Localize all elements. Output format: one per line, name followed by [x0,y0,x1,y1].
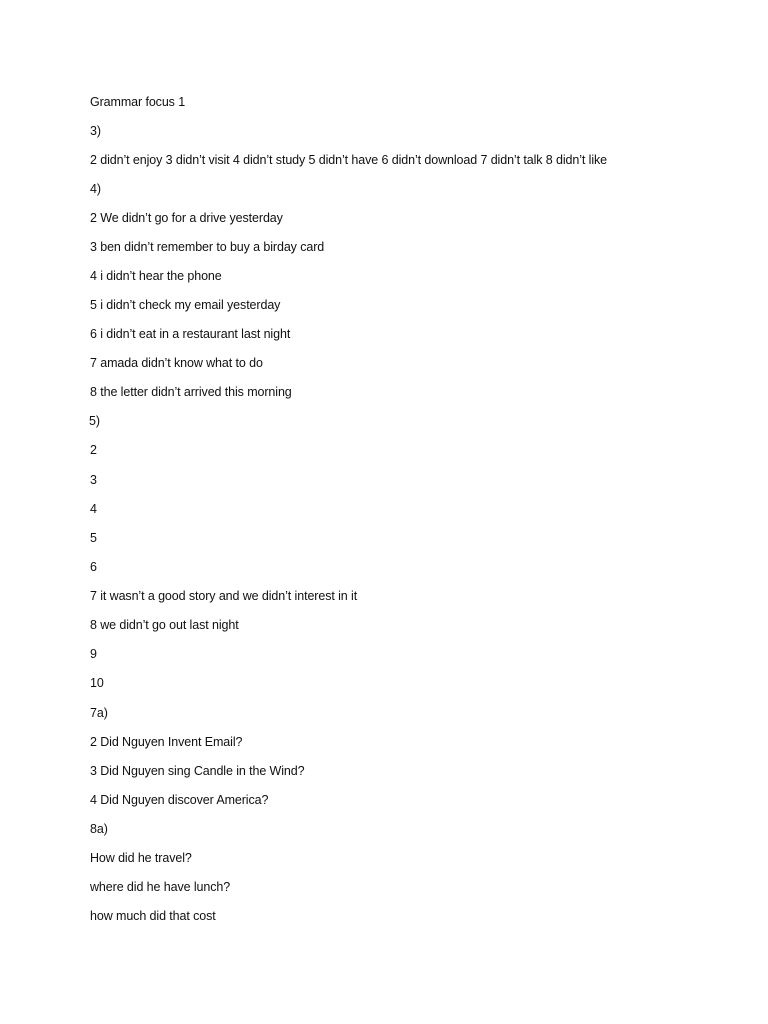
answer-line: 6 [90,560,97,574]
answer-line: 4 i didn’t hear the phone [90,269,222,283]
answer-line: 4 [90,502,97,516]
answer-line: 6 i didn’t eat in a restaurant last night [90,327,291,341]
answer-line: 2 [90,443,97,457]
section-label-7a: 7a) [90,706,108,720]
answer-line: 3 Did Nguyen sing Candle in the Wind? [90,764,305,778]
answer-line: How did he travel? [90,851,192,865]
answer-line: 4 Did Nguyen discover America? [90,793,269,807]
answer-line: 8 the letter didn’t arrived this morning [90,385,292,399]
answer-line: 10 [90,676,104,690]
section-label-5: 5) [89,414,100,428]
section-label-4: 4) [90,182,101,196]
answer-line: 3 [90,473,97,487]
answer-line: 8 we didn’t go out last night [90,618,239,632]
answer-line: 5 i didn’t check my email yesterday [90,298,281,312]
answer-line: 2 didn’t enjoy 3 didn’t visit 4 didn’t study 5 didn’t have 6 didn’t download 7 didn’t talk 8 didn’t like [90,153,608,167]
answer-line: 5 [90,531,97,545]
answer-line: where did he have lunch? [90,880,231,894]
answer-line: 7 amada didn’t know what to do [90,356,263,370]
answer-line: 9 [90,647,97,661]
answer-line: 2 Did Nguyen Invent Email? [90,735,243,749]
heading-grammar-focus: Grammar focus 1 [90,95,186,109]
answer-line: how much did that cost [90,909,216,923]
answer-line: 2 We didn’t go for a drive yesterday [90,211,283,225]
answer-line: 7 it wasn’t a good story and we didn’t interest in it [90,589,358,603]
section-label-8a: 8a) [90,822,108,836]
section-label-3: 3) [90,124,101,138]
answer-line: 3 ben didn’t remember to buy a birday card [90,240,325,254]
